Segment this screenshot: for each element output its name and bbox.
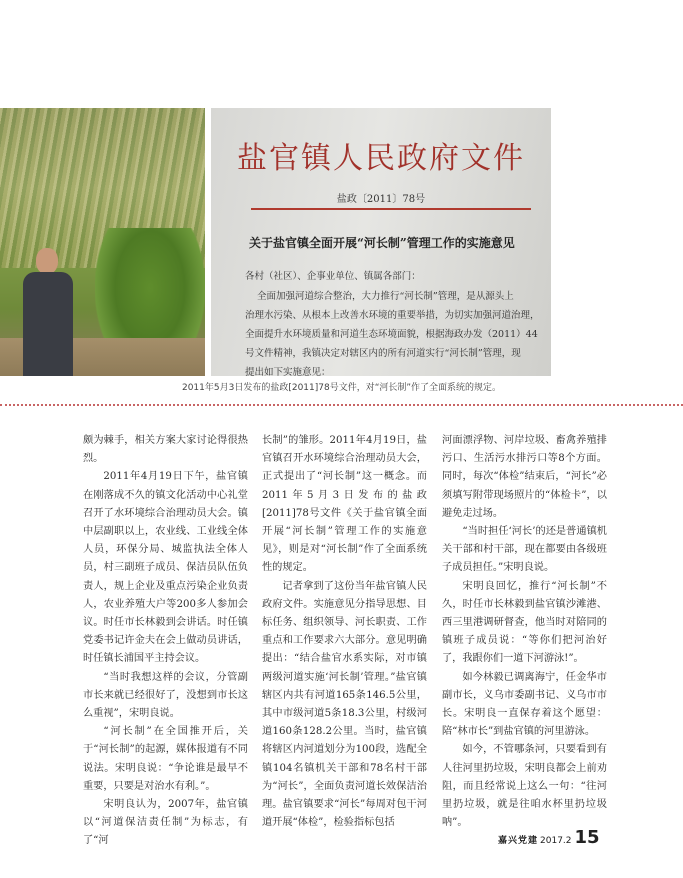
paragraph: “河长制”在全国推开后，关于“河长制”的起源，媒体报道有不同说法。宋明良说：“争论谁是最早不重要，只要是对治水有利。”。 — [83, 726, 248, 792]
paragraph: 长制”的雏形。2011年4月19日，盐官镇召开水环境综合治理动员大会，正式提出了“河长制”这一概念。而2011年5月3日发布的盐政[2011]78号文件《关于盐官镇全面开展“河长制”管理工作的实施意见》，则是对“河长制”作了全面系统性的规定。 — [262, 435, 427, 574]
person-head — [36, 248, 58, 274]
paragraph: “当时我想这样的会议，分管副市长来就已经很好了，没想到市长这么重视”，宋明良说。 — [83, 671, 248, 720]
document-heading: 关于盐官镇全面开展“河长制”管理工作的实施意见 — [249, 236, 515, 250]
text-column-1 — [83, 432, 248, 851]
paragraph: 颇为棘手，相关方案大家讨论得很热烈。 — [83, 435, 248, 465]
paragraph: “当时担任‘河长’的还是普通镇机关干部和村干部，现在都要由各级班子成员担任。”宋明良说。 — [442, 526, 607, 574]
paragraph: 宋明良回忆，推行“河长制”不久，时任市长林毅到盐官镇沙滩港、西三里港调研督查，他当时对陪同的镇班子成员说：“等你们把河治好了，我跟你们一道下河游泳!”。 — [442, 580, 607, 665]
document-number: 盐政〔2011〕78号 — [336, 194, 426, 205]
photo-caption: 2011年5月3日发布的盐政[2011]78号文件，对“河长制”作了全面系统的规定。 — [181, 383, 502, 393]
photo-government-document — [211, 108, 551, 376]
paragraph: 宋明良认为，2007年，盐官镇以“河道保洁责任制”为标志，有了“河 — [83, 799, 248, 847]
document-line: 治理水污染、从根本上改善水环境的重要举措，为切实加强河道治理， — [245, 310, 540, 321]
document-line: 提出如下实施意见： — [245, 367, 331, 376]
text-column-2 — [262, 432, 427, 832]
document-line: 全面加强河道综合整治，大力推行“河长制”管理，是从源头上 — [257, 291, 514, 302]
paragraph: 2011年4月19日下午，盐官镇在刚落成不久的镇文化活动中心礼堂召开了水环境综合治理动员大会。镇中层副职以上，农业线、工业线全体人员，环保分局、城监执法全体人员，村三副班子成员、保洁员队伍负责人，规上企业及重点污染企业负责人，农业养殖大户等200多人参加会议。时任市长林毅到会讲话。时任镇党委书记许金夫在会上做动员讲话，时任镇长浦国平主持会议。 — [83, 471, 248, 665]
document-line: 各村（社区）、企事业单位、镇属各部门： — [245, 271, 421, 282]
dotted-divider — [0, 404, 683, 406]
document-title: 盐官镇人民政府文件 — [237, 141, 525, 176]
paragraph: 河面漂浮物、河岸垃圾、畜禽养殖排污口、生活污水排污口等8个方面。同时，每次“体检”结束后，“河长”必须填写附带现场照片的“体检卡”，以避免走过场。 — [442, 435, 607, 519]
document-line: 号文件精神，我镇决定对辖区内的所有河道实行“河长制”管理，现 — [245, 348, 521, 359]
text-column-3 — [442, 432, 607, 832]
document-red-rule — [251, 208, 531, 210]
paragraph: 记者拿到了这份当年盐官镇人民政府文件。实施意见分指导思想、目标任务、组织领导、河长职责、工作重点和工作要求六大部分。意见明确提出：“结合盐官水系实际，对市镇两级河道实施‘河长制’管理。”盐官镇辖区内共有河道165条146.5公里，其中市级河道5条18.3公里，村级河道160条128.2公里。当时，盐官镇将辖区内河道划分为100段，选配全镇104名镇机关干部和78名村干部为“河长”，全面负责河道长效保洁治理。盐官镇要求“河长”每周对包干河道开展“体检”，检验指标包括 — [262, 580, 427, 829]
document-line: 全面提升水环境质量和河道生态环境面貌，根据海政办发（2011）44 — [245, 329, 538, 340]
page-number: 15 — [574, 827, 600, 848]
paragraph: 如今，不管哪条河，只要看到有人往河里扔垃圾，宋明良都会上前劝阻，而且经常说上这么一句：“往河里扔垃圾，就是往咱水杯里扔垃圾呐”。 — [442, 744, 607, 829]
person-figure — [18, 248, 78, 376]
page-footer — [498, 827, 600, 847]
person-coat — [23, 272, 73, 376]
magazine-name: 嘉兴党建 — [498, 836, 539, 846]
photo-interviewee-by-river — [0, 108, 205, 376]
issue-number: 2017.2 — [540, 836, 572, 846]
paragraph: 如今林毅已调离海宁，任金华市副市长，义乌市委副书记、义乌市市长。宋明良一直保存着这个愿望：陪“林市长”到盐官镇的河里游泳。 — [442, 671, 607, 738]
